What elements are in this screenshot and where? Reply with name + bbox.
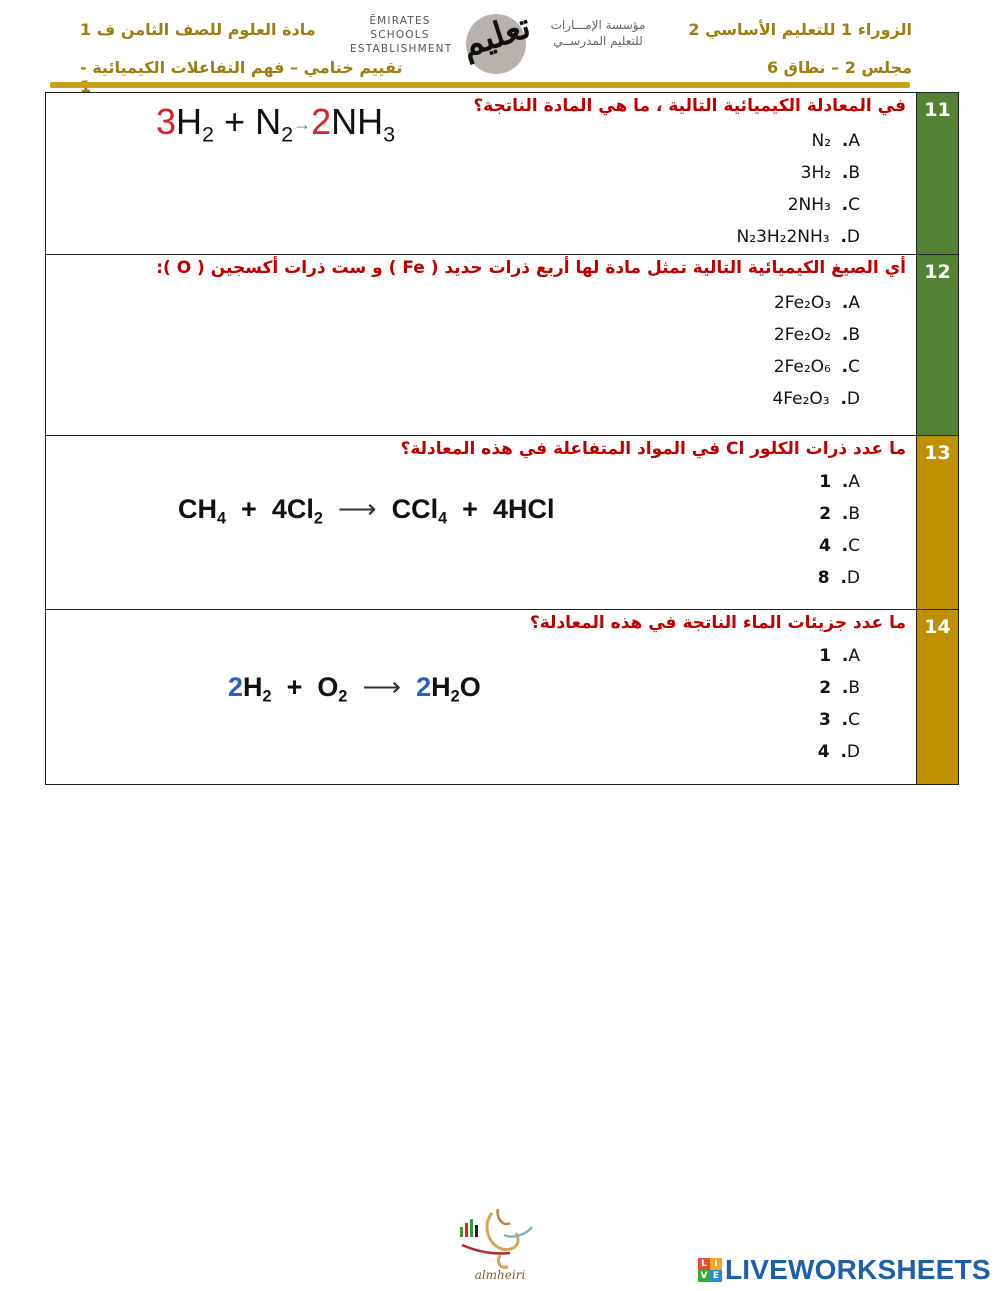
liveworksheets-logo[interactable] [698,1254,998,1288]
option-c[interactable]: 4 .C [819,536,860,556]
question-number: 12 [916,255,958,435]
options-list [737,125,860,253]
question-text: أي الصيغ الكيميائية التالية تمثل مادة لها أربع ذرات حديد ( Fe ) و ست ذرات أكسجين ( O ): [156,258,906,278]
question-number: 14 [916,610,958,784]
options-list [818,466,860,594]
option-c[interactable]: 3 .C [819,710,860,730]
option-c[interactable]: 2NH₃ .C [787,195,860,215]
questions-table [45,92,959,785]
option-d[interactable]: N₂3H₂2NH₃ .D [736,227,860,247]
equation-image: $CH_4 + 4Cl_2$ ⟶ CCl$_4$ + 4HCl [178,494,555,528]
option-d[interactable]: 4Fe₂O₃ .D [772,389,860,409]
option-a[interactable]: 2Fe₂O₃ .A [773,293,860,313]
taleem-logo-word: تعليم [456,6,536,66]
option-a[interactable]: N₂ .A [811,131,860,151]
question-row-11 [46,93,958,254]
establishment-logo-text: مؤسسة الإمـــارات للتعليم المدرســي [550,18,646,48]
liveworksheets-badge-icon: L I V E [698,1258,722,1282]
class-line: مجلس 2 – نطاق 6 [766,58,912,77]
option-b[interactable]: 3H₂ .B [800,163,860,183]
option-b[interactable]: 2Fe₂O₂ .B [773,325,860,345]
option-d[interactable]: 8 .D [817,568,860,588]
option-d[interactable]: 4 .D [817,742,860,762]
options-list [818,640,860,768]
equation-image: $3H_2 + N_2\to 2NH_3$ [156,101,396,147]
subject-title: مادة العلوم للصف الثامن ف 1 [80,20,316,39]
question-text: ما عدد ذرات الكلور Cl في المواد المتفاعلة في هذه المعادلة؟ [400,439,906,459]
option-b[interactable]: 2 .B [819,678,860,698]
liveworksheets-brand: LIVEWORKSHEETS [725,1254,991,1285]
options-list [772,287,860,415]
question-row-12 [46,254,958,435]
ese-logo-text: ĒMIRATES SCHOOLS ESTABLISHMENT [350,15,453,55]
header-rule [50,82,910,88]
equation-image: $2H_2 + O_2$ ⟶ $2H_2O$ [228,672,481,706]
option-c[interactable]: 2Fe₂O₆ .C [773,357,860,377]
option-a[interactable]: 1 .A [819,472,860,492]
question-row-13 [46,435,958,609]
question-number: 11 [916,93,958,254]
question-text: في المعادلة الكيميائية التالية ، ما هي المادة الناتجة؟ [473,96,906,116]
question-number: 13 [916,436,958,609]
question-row-14 [46,609,958,784]
almheiri-logo-text: almheiri [474,1268,526,1282]
school-name: الزوراء 1 للتعليم الأساسي 2 [688,20,912,39]
assessment-title: تقييم ختامي – فهم التفاعلات الكيميائية - [80,58,403,77]
option-a[interactable]: 1 .A [819,646,860,666]
almheiri-logo-icon [452,1205,542,1275]
option-b[interactable]: 2 .B [819,504,860,524]
question-text: ما عدد جزيئات الماء الناتجة في هذه المعادلة؟ [529,613,906,633]
